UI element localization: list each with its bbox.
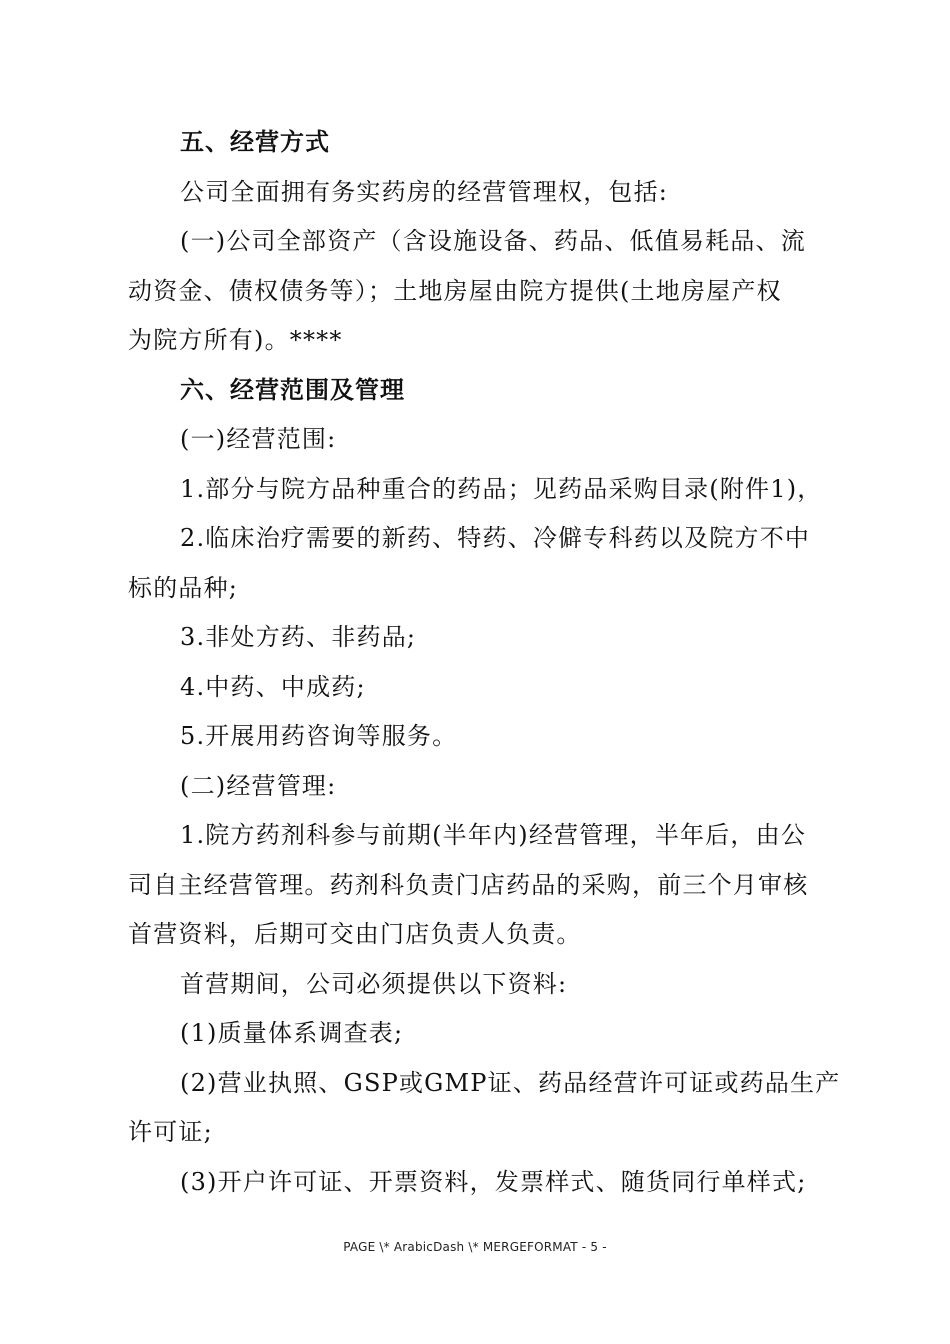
list-item-continuation: 司自主经营管理。药剂科负责门店药品的采购，前三个月审核 xyxy=(128,870,809,899)
list-item: 2.临床治疗需要的新药、特药、冷僻专科药以及院方不中 xyxy=(180,524,811,552)
list-item: 5.开展用药咨询等服务。 xyxy=(180,722,458,750)
list-item: 3.非处方药、非药品; xyxy=(180,623,417,651)
list-item: (3)开户许可证、开票资料，发票样式、随货同行单样式; xyxy=(180,1167,807,1196)
list-item-continuation: 首营资料，后期可交由门店负责人负责。 xyxy=(128,920,582,948)
paragraph-line: (一)公司全部资产（含设施设备、药品、低值易耗品、流 xyxy=(180,227,806,255)
document-body xyxy=(128,118,841,1207)
list-item: 4.中药、中成药; xyxy=(180,672,366,701)
paragraph-line: 为院方所有)。**** xyxy=(128,326,343,354)
list-item-continuation: 标的品种; xyxy=(128,573,239,602)
subsection-heading: (二)经营管理: xyxy=(180,771,337,800)
list-item: (1)质量体系调查表; xyxy=(180,1019,404,1047)
subsection-heading: (一)经营范围: xyxy=(180,425,337,453)
page-footer: PAGE \* ArabicDash \* MERGEFORMAT - 5 - xyxy=(343,1240,607,1254)
paragraph-line: 公司全面拥有务实药房的经营管理权，包括: xyxy=(180,177,669,206)
list-item: (2)营业执照、GSP或GMP证、药品经营许可证或药品生产 xyxy=(180,1068,841,1097)
list-item: 1.院方药剂科参与前期(半年内)经营管理，半年后，由公 xyxy=(180,821,807,849)
paragraph-line: 首营期间，公司必须提供以下资料: xyxy=(180,969,568,998)
paragraph-line: 动资金、债权债务等）；土地房屋由院方提供(土地房屋产权 xyxy=(128,276,782,305)
list-item-continuation: 许可证; xyxy=(128,1118,213,1146)
list-item: 1.部分与院方品种重合的药品；见药品采购目录(附件1)， xyxy=(180,474,823,503)
section-heading-scope-management: 六、经营范围及管理 xyxy=(180,375,405,404)
section-heading-business-mode: 五、经营方式 xyxy=(180,128,330,156)
